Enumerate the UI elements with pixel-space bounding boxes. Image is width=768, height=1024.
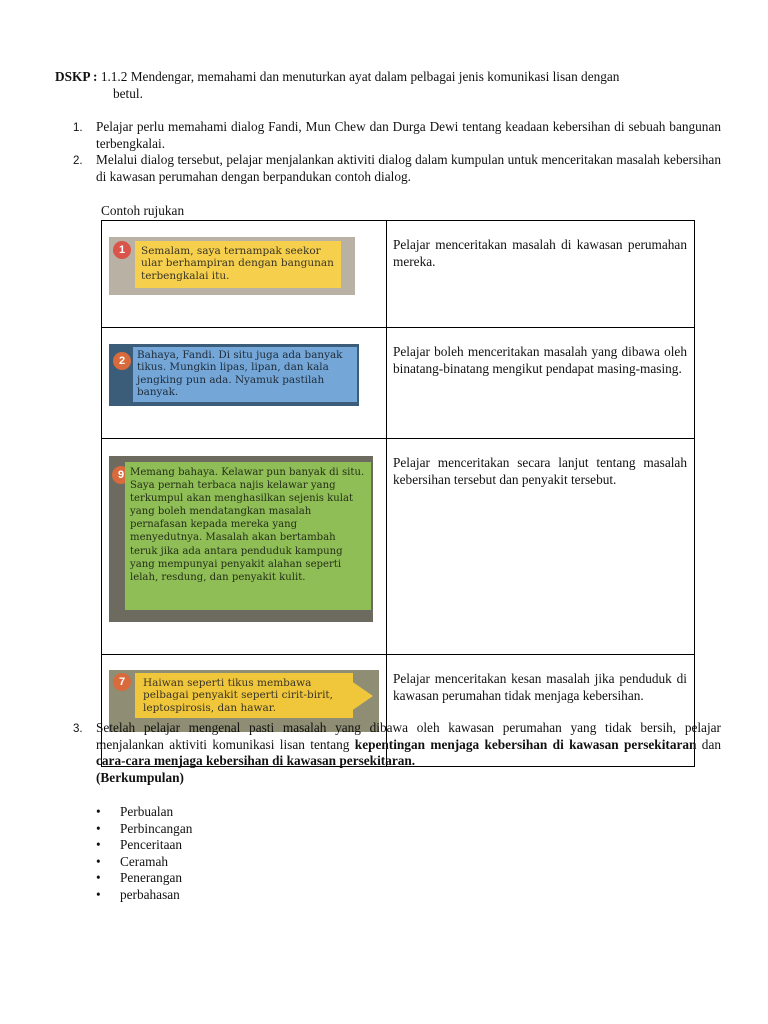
step-item (73, 720, 721, 786)
step-number: 3. (73, 723, 83, 735)
dialog-image-cell (102, 221, 387, 328)
table-row (102, 221, 695, 328)
dialog-image-cell (102, 439, 387, 655)
dskp-heading (55, 69, 720, 102)
bullet-icon: • (96, 804, 101, 819)
description-cell: Pelajar menceritakan secara lanjut tentang masalah kebersihan tersebut dan penyakit tersebut. (387, 439, 695, 655)
bullet-icon: • (96, 870, 101, 886)
step-text: Melalui dialog tersebut, pelajar menjalankan aktiviti dialog dalam kumpulan untuk menceritakan masalah kebersihan di kawasan perumahan dengan berpandukan contoh dialog. (96, 152, 721, 184)
step-number: 1. (73, 122, 83, 134)
list-item-text: Perbincangan (120, 820, 193, 836)
dialog-bubble-text: Memang bahaya. Kelawar pun banyak di situ. Saya pernah terbaca najis kelawar yang terkumpul akan menghasilkan sejenis kulat yang boleh mendatangkan masalah pernafasan kepada mereka yang menyedutnya. Masalah akan bertambah teruk jika ada antara penduduk kampung yang mempunyai penyakit alahan seperti lelah, resdung, dan penyakit kulit. (125, 462, 371, 610)
description-cell: Pelajar boleh menceritakan masalah yang dibawa oleh binatang-binatang mengikut pendapat masing-masing. (387, 328, 695, 439)
step-item (73, 119, 721, 152)
dialog-number-badge: 2 (113, 352, 131, 370)
list-item (96, 870, 192, 887)
bullet-icon: • (96, 853, 101, 869)
dialog-bubble-text: Haiwan seperti tikus membawa pelbagai penyakit seperti cirit-birit, leptospirosis, dan hawar. (135, 673, 353, 718)
step-number: 2. (73, 155, 83, 168)
dskp-text-line2: betul. (113, 85, 143, 101)
list-item (96, 837, 192, 854)
list-item-text: perbahasan (120, 886, 180, 902)
step-item (73, 152, 721, 185)
table-row (102, 439, 695, 655)
steps-list-continued (73, 720, 721, 786)
dialog-number-badge: 1 (113, 241, 131, 259)
list-item (96, 853, 192, 871)
step-text-bold: kepentingan menjaga kebersihan di kawasan persekitaran (354, 736, 697, 752)
dialog-bubble-text: Bahaya, Fandi. Di situ juga ada banyak tikus. Mungkin lipas, lipan, dan kala jengking pun ada. Nyamuk pastilah banyak. (133, 347, 357, 402)
table-caption: Contoh rujukan (101, 203, 185, 218)
bullet-icon: • (96, 820, 101, 836)
description-cell: Pelajar menceritakan masalah di kawasan perumahan mereka. (387, 221, 695, 328)
steps-list (73, 119, 721, 185)
dialog-bubble-image (109, 456, 373, 622)
group-note: (Berkumpulan) (96, 769, 184, 785)
list-item (96, 886, 192, 904)
bullet-icon: • (96, 837, 101, 853)
step-text: Setelah pelajar mengenal pasti masalah yang dibawa oleh kawasan perumahan yang tidak bersih, pelajar menjalankan aktiviti komunikasi lisan tentang (96, 720, 721, 752)
step-text-bold: cara-cara menjaga kebersihan di kawasan persekitaran. (96, 753, 416, 769)
list-item-text: Perbualan (120, 804, 174, 819)
dialog-number-badge: 7 (113, 673, 131, 691)
dialog-bubble-text: Semalam, saya ternampak seekor ular berhampiran dengan bangunan terbengkalai itu. (135, 241, 341, 288)
reference-table (101, 220, 695, 767)
list-item-text: Penceritaan (120, 837, 183, 853)
dskp-text-line1: 1.1.2 Mendengar, memahami dan menuturkan ayat dalam pelbagai jenis komunikasi lisan dengan (100, 69, 620, 84)
list-item (96, 804, 192, 821)
list-item (96, 820, 193, 838)
step-text: dan (696, 736, 721, 752)
list-item-text: Ceramah (120, 853, 168, 869)
dialog-bubble-image (109, 237, 355, 295)
table-row (102, 328, 695, 439)
dialog-number-badge: 9 (112, 466, 130, 484)
activity-list (96, 804, 193, 904)
dskp-label: DSKP : (55, 69, 98, 84)
description-cell: Pelajar menceritakan kesan masalah jika penduduk di kawasan perumahan tidak menjaga kebersihan. (387, 655, 695, 767)
dialog-image-cell (102, 328, 387, 439)
bullet-icon: • (96, 886, 101, 902)
dialog-bubble-image (109, 344, 359, 406)
list-item-text: Penerangan (120, 870, 183, 886)
step-text: Pelajar perlu memahami dialog Fandi, Mun Chew dan Durga Dewi tentang keadaan kebersihan di sebuah bangunan terbengkalai. (96, 119, 721, 151)
